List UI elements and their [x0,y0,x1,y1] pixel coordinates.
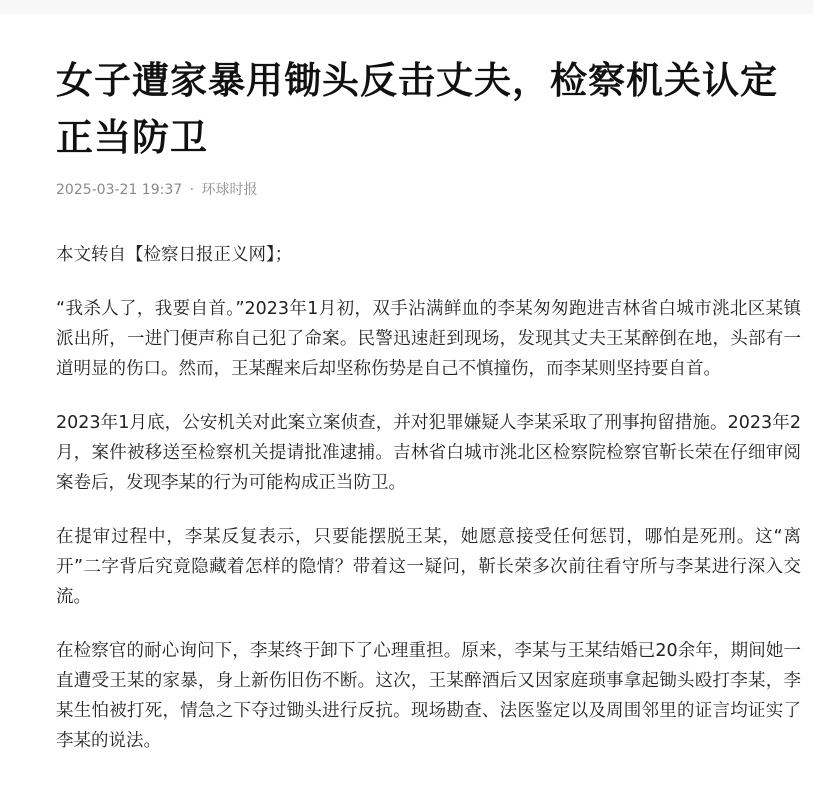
article [56,52,801,780]
source-link[interactable]: 环球时报 [201,182,258,198]
article-meta [56,180,801,200]
top-bar [0,0,813,14]
article-title: 女子遭家暴用锄头反击丈夫，检察机关认定正当防卫 [56,59,778,159]
article-body [56,240,801,756]
paragraph: “我杀人了，我要自首。”2023年1月初，双手沾满鲜血的李某匆匆跑进吉林省白城市洮北区某镇派出所，一进门便声称自己犯了命案。民警迅速赶到现场，发现其丈夫王某醉倒在地，头部有一道明显的伤口。然而，王某醒来后却坚称伤势是自己不慎撞伤，而李某则坚持要自首。 [56,299,801,379]
paragraph: 在检察官的耐心询问下，李某终于卸下了心理重担。原来，李某与王某结婚已20余年，期间她一直遭受王某的家暴，身上新伤旧伤不断。这次，王某醉酒后又因家庭琐事拿起锄头殴打李某，李某生怕被打死，情急之下夺过锄头进行反抗。现场勘查、法医鉴定以及周围邻里的证言均证实了李某的说法。 [56,641,801,751]
meta-separator: · [189,182,195,198]
publish-datetime: 2025-03-21 19:37 [56,182,183,198]
paragraph: 在提审过程中，李某反复表示，只要能摆脱王某，她愿意接受任何惩罚，哪怕是死刑。这“离开”二字背后究竟隐藏着怎样的隐情？带着这一疑问，靳长荣多次前往看守所与李某进行深入交流。 [56,527,801,607]
paragraph: 本文转自【检察日报正义网】； [56,245,293,265]
paragraph: 2023年1月底，公安机关对此案立案侦查，并对犯罪嫌疑人李某采取了刑事拘留措施。2023年2月，案件被移送至检察机关提请批准逮捕。吉林省白城市洮北区检察院检察官靳长荣在仔细审阅案卷后，发现李某的行为可能构成正当防卫。 [56,413,801,493]
